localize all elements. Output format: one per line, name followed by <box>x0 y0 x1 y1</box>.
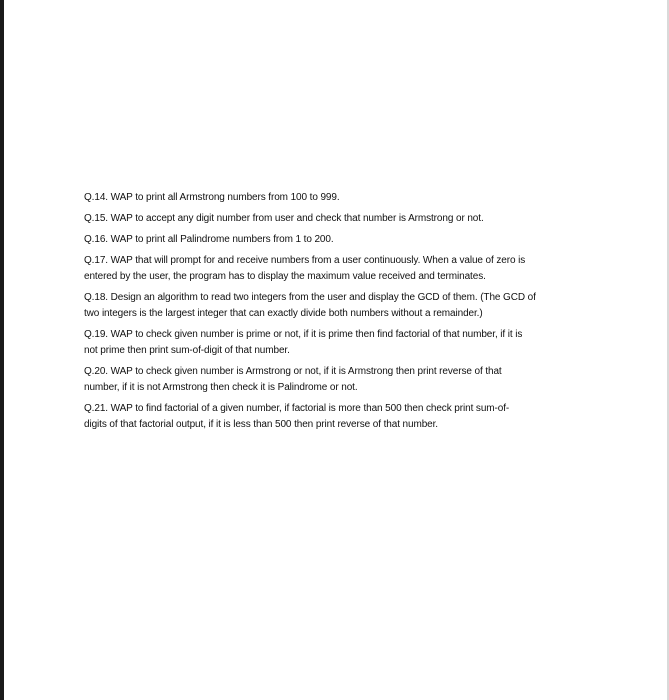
question-line: number, if it is not Armstrong then check it is Palindrome or not. <box>84 382 358 393</box>
question-line: digits of that factorial output, if it is less than 500 then print reverse of that number. <box>84 419 438 430</box>
question-16 <box>84 232 614 248</box>
question-14 <box>84 190 614 206</box>
question-19 <box>84 327 614 359</box>
question-20 <box>84 364 614 396</box>
question-15 <box>84 211 614 227</box>
question-line: not prime then print sum-of-digit of that number. <box>84 345 290 356</box>
question-line: Q.21. WAP to find factorial of a given number, if factorial is more than 500 then check print sum-of- <box>84 403 510 414</box>
question-line: entered by the user, the program has to display the maximum value received and terminates. <box>84 271 486 282</box>
question-line: Q.17. WAP that will prompt for and receive numbers from a user continuously. When a value of zero is <box>84 255 526 266</box>
question-line: Q.16. WAP to print all Palindrome numbers from 1 to 200. <box>84 234 334 245</box>
document-page <box>84 190 614 438</box>
question-18 <box>84 290 614 322</box>
question-line: Q.20. WAP to check given number is Armstrong or not, if it is Armstrong then print reverse of that <box>84 366 502 377</box>
question-line: Q.15. WAP to accept any digit number from user and check that number is Armstrong or not. <box>84 213 484 224</box>
left-page-edge <box>0 0 4 700</box>
question-21 <box>84 401 614 433</box>
question-line: Q.14. WAP to print all Armstrong numbers from 100 to 999. <box>84 192 340 203</box>
question-17 <box>84 253 614 285</box>
question-line: two integers is the largest integer that can exactly divide both numbers without a remainder.) <box>84 308 483 319</box>
question-line: Q.19. WAP to check given number is prime or not, if it is prime then find factorial of that number, if it is <box>84 329 523 340</box>
question-line: Q.18. Design an algorithm to read two integers from the user and display the GCD of them. (The GCD of <box>84 292 536 303</box>
